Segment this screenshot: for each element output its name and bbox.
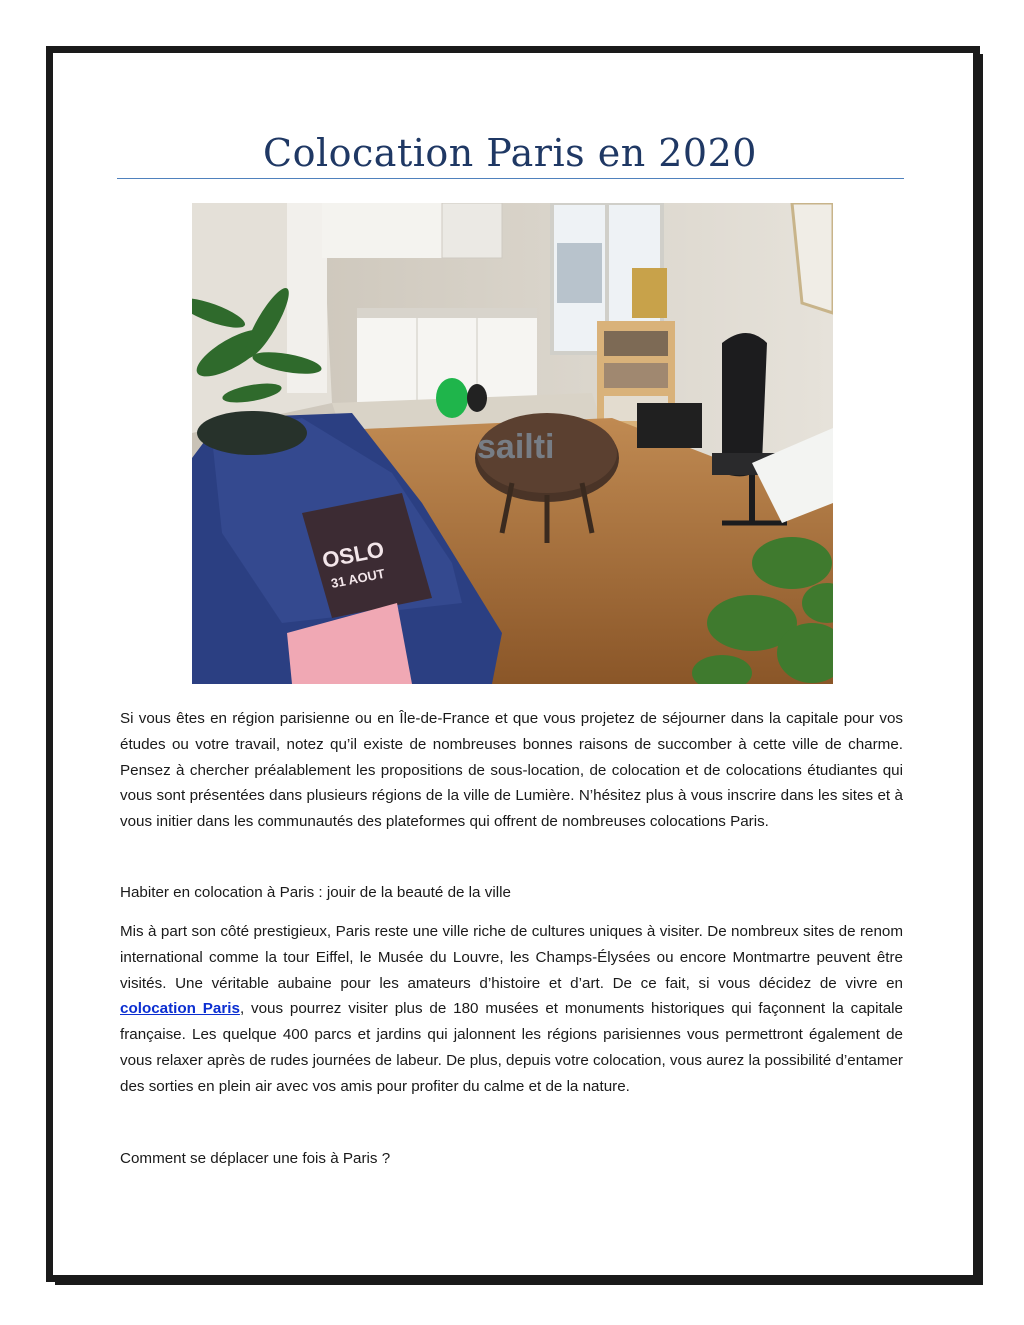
photo-watermark: sailti (477, 428, 555, 466)
paragraph-culture (120, 919, 903, 1100)
paragraph-intro: Si vous êtes en région parisienne ou en Île-de-France et que vous projetez de séjourner dans la capitale pour vos études ou votre travail, notez qu’il existe de nombreuses bonnes raisons de succomber à cette ville de charme. Pensez à chercher préalablement les propositions de sous-location, de colocation et de colocations étudiantes qui vous sont présentées dans plusieurs régions de la ville de Lumière. N’hésitez plus à vous inscrire dans les sites et à vous initier dans les communautés des plateformes qui offrent de nombreuses colocations Paris. (120, 710, 903, 831)
paragraph-culture-text-before: Mis à part son côté prestigieux, Paris reste une ville riche de cultures uniques à visiter. De nombreux sites de renom international comme la tour Eiffel, le Musée du Louvre, les Champs-Élysées ou encore Montmartre peuvent être visités. Une véritable aubaine pour les amateurs d’histoire et d’art. De ce fait, si vous décidez de vivre en (120, 923, 903, 992)
section-heading-habiter: Habiter en colocation à Paris : jouir de la beauté de la ville (120, 884, 511, 901)
apartment-photo (192, 203, 833, 684)
document-page (46, 46, 980, 1282)
paragraph-culture-text-after: , vous pourrez visiter plus de 180 musées et monuments historiques qui façonnent la capitale française. Les quelque 400 parcs et jardins qui jalonnent les régions parisiennes vous permettront également de vous relaxer après de rudes journées de labeur. De plus, depuis votre colocation, vous aurez la possibilité d’entamer des sorties en plein air avec vos amis pour profiter du calme et de la nature. (120, 1000, 903, 1095)
section-heading-deplacer: Comment se déplacer une fois à Paris ? (120, 1150, 391, 1167)
title-underline (117, 178, 904, 179)
colocation-paris-link[interactable]: colocation Paris (120, 1000, 240, 1018)
photo-poster-text-2: 31 AOUT (329, 565, 386, 591)
page-title: Colocation Paris en 2020 (263, 131, 757, 175)
photo-poster-text-1: OSLO (320, 536, 387, 573)
